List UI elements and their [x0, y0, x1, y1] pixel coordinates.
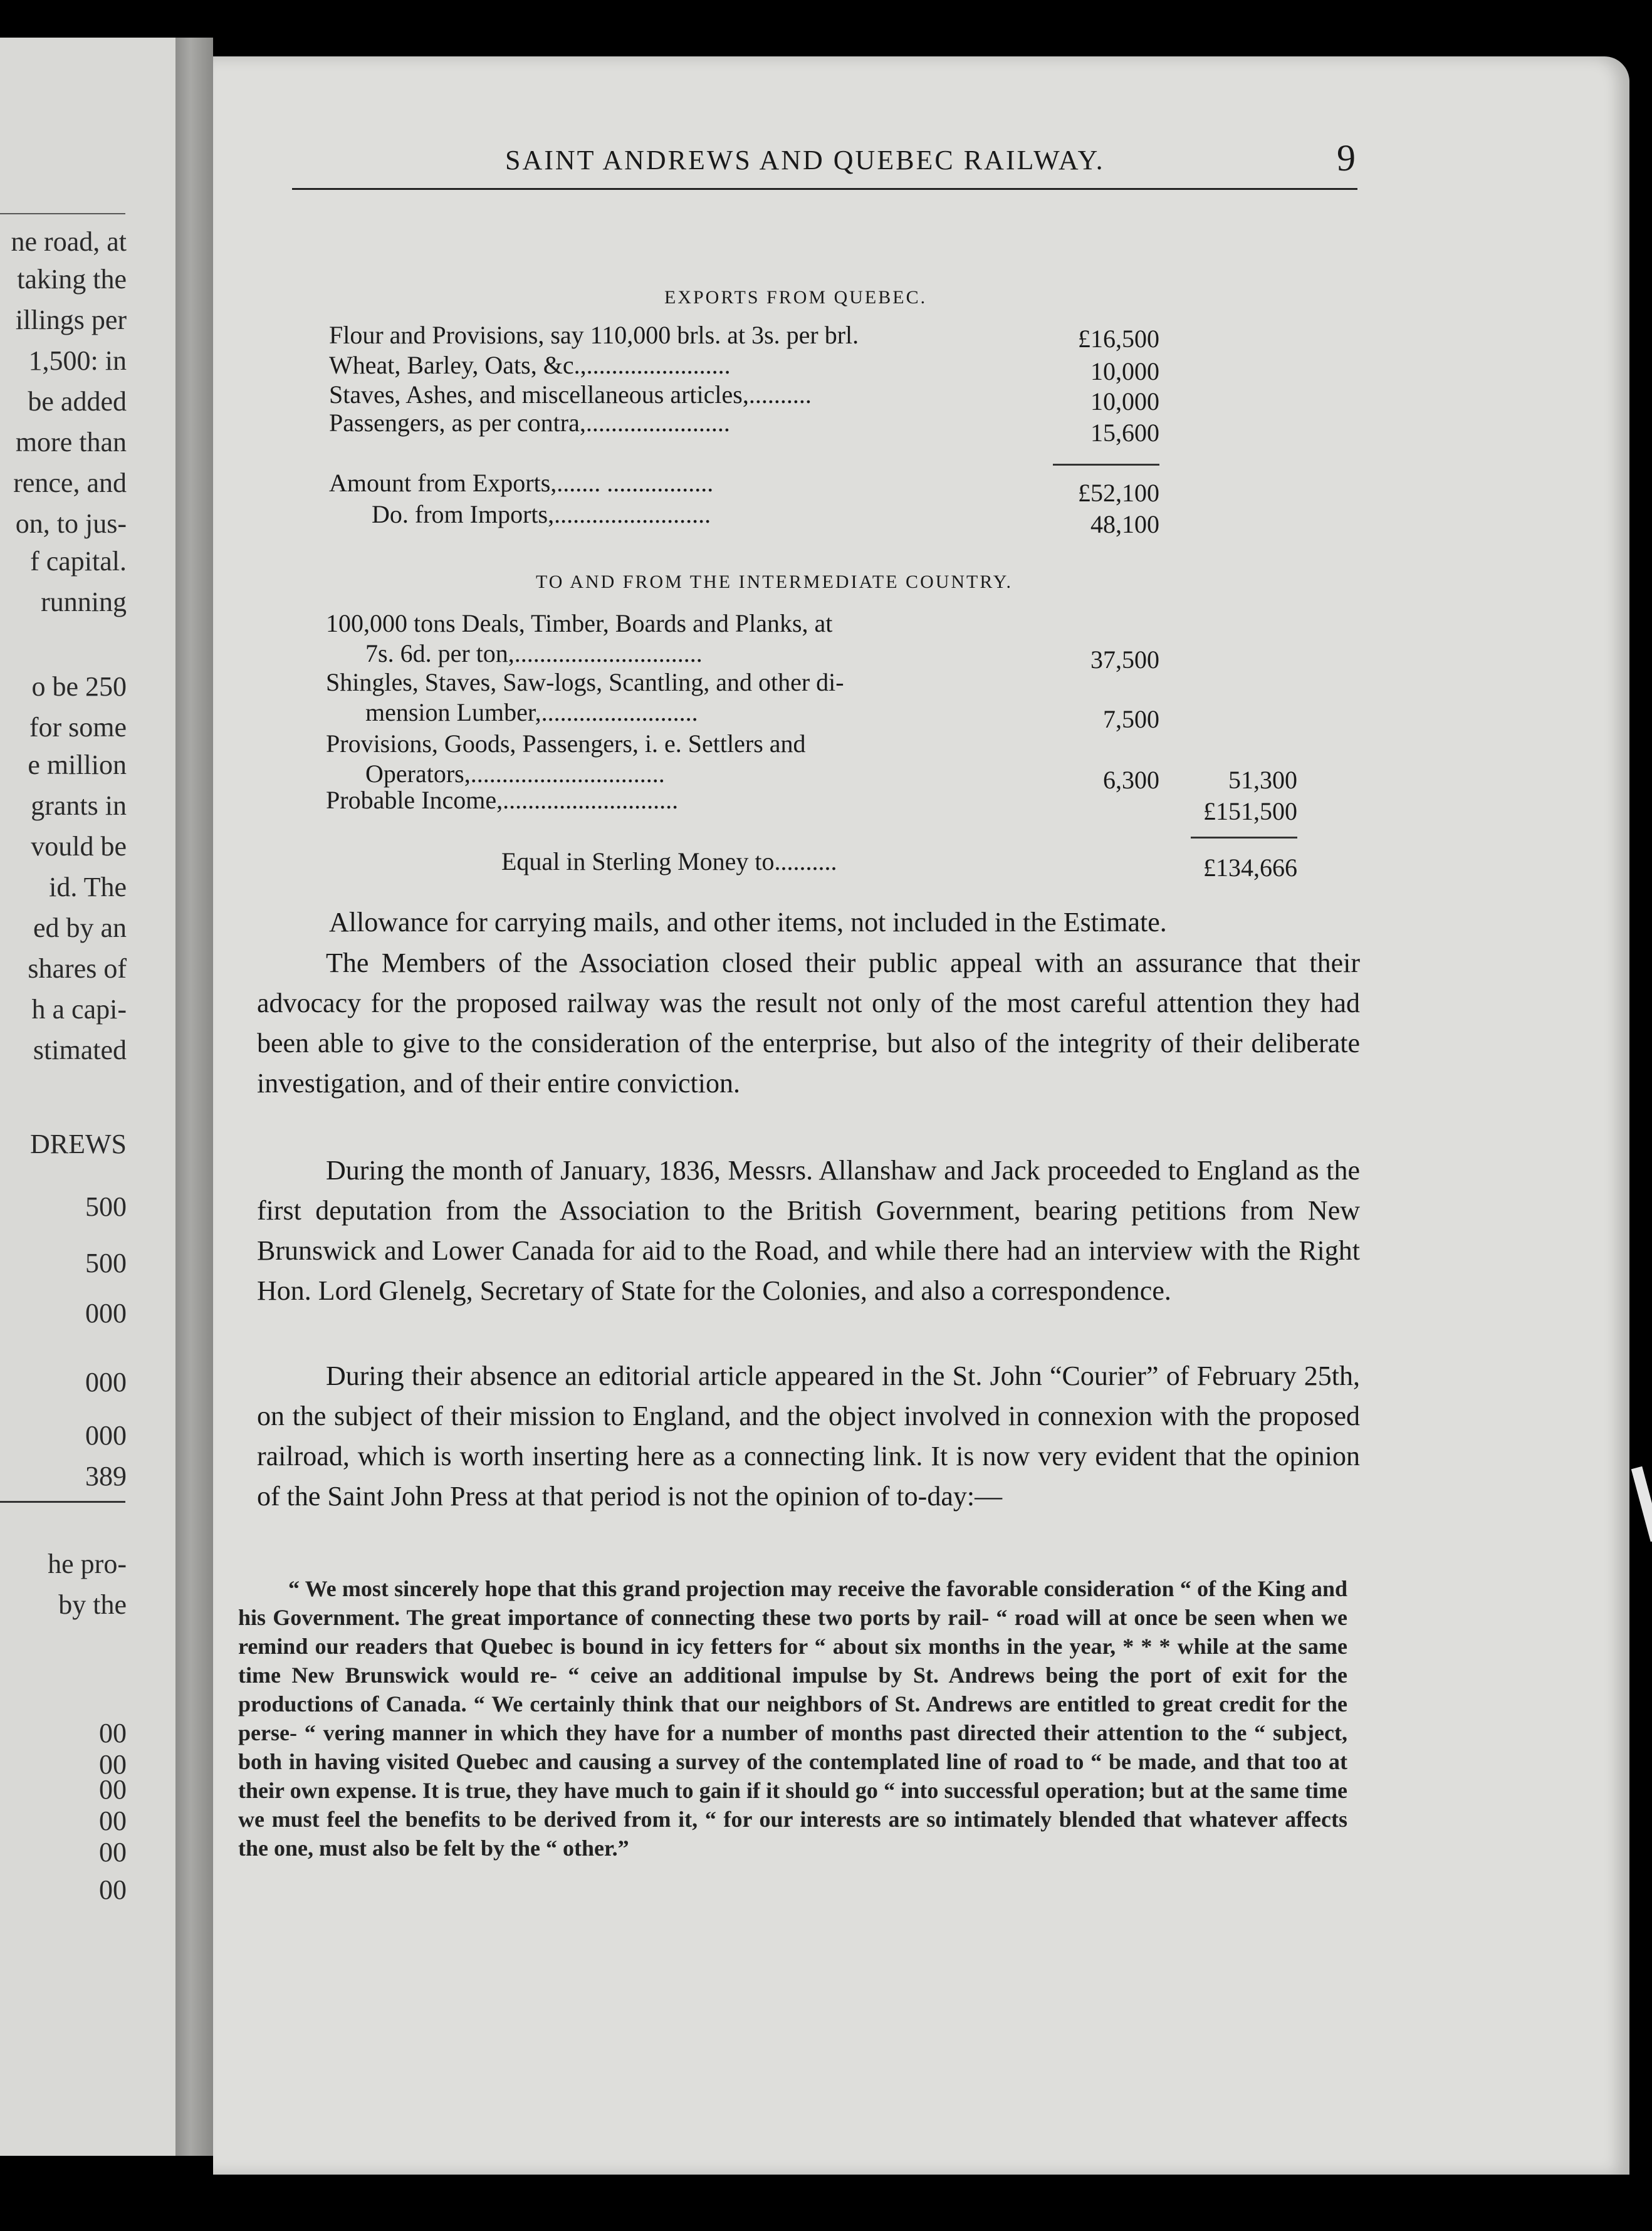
left-page-fragment: 00 — [99, 1718, 127, 1748]
left-page-fragment: stimated — [33, 1035, 127, 1065]
left-page-fragment: h a capi- — [31, 994, 127, 1025]
exports-row-amount: 10,000 — [1090, 387, 1159, 415]
page-number: 9 — [1337, 137, 1357, 179]
paragraph: During their absence an editorial article appeared in the St. John “Courier” of February 25th, on the subject of their mission to England, and the object involved in connexion with the proposed railroad, which is worth inserting here as a connecting link. It is now very evident that the opinion of the Saint John Press at that period is not the opinion of to-day:— — [257, 1361, 1360, 1512]
intermediate-row-amount: 37,500 — [1090, 645, 1159, 674]
left-page-fragment: 00 — [99, 1774, 127, 1805]
left-page-fragment: vould be — [31, 831, 127, 862]
probable-income-total: £151,500 — [1203, 797, 1297, 825]
allowance-line: Allowance for carrying mails, and other items, not included in the Estimate. — [329, 907, 1167, 938]
left-page-fragment: on, to jus- — [15, 508, 127, 539]
left-page-fragment: grants in — [31, 790, 127, 821]
exports-heading: EXPORTS FROM QUEBEC. — [664, 287, 928, 308]
left-page-fragment: 500 — [85, 1191, 127, 1222]
from-imports-label: Do. from Imports,......................... — [372, 500, 711, 528]
exports-row-amount: 15,600 — [1090, 419, 1159, 447]
running-title: SAINT ANDREWS AND QUEBEC RAILWAY. — [505, 145, 1105, 175]
left-page-fragment: taking the — [17, 264, 127, 295]
paragraph: During the month of January, 1836, Messrs. Allanshaw and Jack proceeded to England as the first deputation from the Association to the British Government, bearing petitions from New Brunswick and Lower Canada for aid to the Road, and while there had an interview with the Right Hon. Lord Glenelg, Secretary of State for the Colonies, and also a correspondence. — [257, 1155, 1360, 1306]
left-page-fragment: 000 — [85, 1420, 127, 1451]
left-page-fragment: id. The — [49, 872, 127, 902]
left-page-fragment: 00 — [99, 1805, 127, 1836]
left-facing-page — [0, 38, 175, 2156]
left-page-fragment: 00 — [99, 1749, 127, 1780]
intermediate-row-line1: 100,000 tons Deals, Timber, Boards and Planks, at — [326, 609, 833, 637]
sum-rule — [1053, 464, 1159, 466]
exports-row-amount: 10,000 — [1090, 357, 1159, 385]
intermediate-row-line2: Operators,............................... — [365, 760, 665, 788]
book-spine — [175, 38, 213, 2156]
intermediate-row-amount: 6,300 — [1103, 766, 1159, 794]
running-header — [292, 137, 1357, 180]
intermediate-row-line1: Provisions, Goods, Passengers, i. e. Settlers and — [326, 729, 806, 758]
intermediate-heading: TO AND FROM THE INTERMEDIATE COUNTRY. — [536, 572, 1013, 592]
intermediate-row-amount: 7,500 — [1103, 705, 1159, 733]
left-page-fragment: 389 — [85, 1461, 127, 1492]
page-edge-mark — [1631, 1466, 1652, 1542]
intermediate-row-line1: Shingles, Staves, Saw-logs, Scantling, and other di- — [326, 668, 844, 696]
left-page-fragment: 00 — [99, 1874, 127, 1905]
probable-income-label: Probable Income,............................ — [326, 786, 679, 814]
left-page-fragment: 500 — [85, 1248, 127, 1278]
amount-from-exports-value: £52,100 — [1078, 479, 1159, 507]
sterling-total: £134,666 — [1203, 854, 1297, 882]
left-page-fragment: f capital. — [30, 546, 127, 577]
left-page-rule — [0, 213, 125, 214]
sterling-label: Equal in Sterling Money to.......... — [501, 847, 837, 875]
left-page-fragment: he pro- — [48, 1549, 127, 1579]
intermediate-row-line2: mension Lumber,......................... — [365, 698, 698, 726]
left-page-fragment: 00 — [99, 1837, 127, 1868]
amount-from-exports-label: Amount from Exports,....... ................. — [329, 469, 714, 497]
left-page-fragment: for some — [29, 712, 127, 743]
intermediate-subtotal: 51,300 — [1228, 766, 1297, 794]
left-page-fragment: o be 250 — [31, 671, 127, 702]
left-page-fragment: running — [41, 587, 127, 617]
left-page-fragment: e million — [28, 750, 127, 780]
left-page-fragment: by the — [58, 1589, 127, 1620]
header-rule — [292, 188, 1357, 190]
left-page-total-rule — [0, 1501, 125, 1503]
left-page-fragment: ed by an — [33, 912, 127, 943]
left-page-fragment: DREWS — [30, 1129, 127, 1159]
from-imports-value: 48,100 — [1090, 510, 1159, 538]
intermediate-row-line2: 7s. 6d. per ton,.............................. — [365, 639, 703, 667]
courier-quote: “ We most sincerely hope that this grand projection may receive the favorable consideration “ of the King and his Government. The great importance of connecting these two ports by rail- “ road will at once be seen when we remind our readers that Quebec is bound in icy fetters for “ about six months in the year, * * * while at the same time New Brunswick would re- “ ceive an additional impulse by St. Andrews being the port of exit for the productions of Canada. “ We certainly think that our neighbors of St. Andrews are entitled to great credit for the perse- “ vering manner in which they have for a number of months past directed their attention to the “ subject, both in having visited Quebec and causing a survey of the contemplated line of road to “ be made, and that too at their own expense. It is true, they have much to gain if it should go “ into successful operation; but at the same time we must feel the benefits to be derived from it, “ for our interests are so intimately blended that whatever affects the one, must also be felt by the “ other.” — [238, 1576, 1347, 1861]
left-page-fragment: ne road, at — [11, 226, 127, 257]
paragraph: The Members of the Association closed their public appeal with an assurance that their advocacy for the proposed railway was the result not only of the most careful attention they had been able to give to the consideration of the enterprise, but also of the integrity of their deliberate investigation, and of their entire conviction. — [257, 948, 1360, 1099]
left-page-fragment: 000 — [85, 1367, 127, 1398]
left-page-fragment: be added — [28, 386, 127, 417]
exports-row-amount: £16,500 — [1078, 325, 1159, 353]
left-page-fragment: 000 — [85, 1298, 127, 1329]
total-rule — [1191, 837, 1297, 839]
left-page-fragment: shares of — [28, 953, 127, 984]
left-page-fragment: more than — [15, 427, 127, 457]
left-page-fragment: 1,500: in — [28, 345, 127, 376]
left-page-fragment: rence, and — [13, 468, 127, 498]
left-page-fragment: illings per — [15, 305, 127, 335]
